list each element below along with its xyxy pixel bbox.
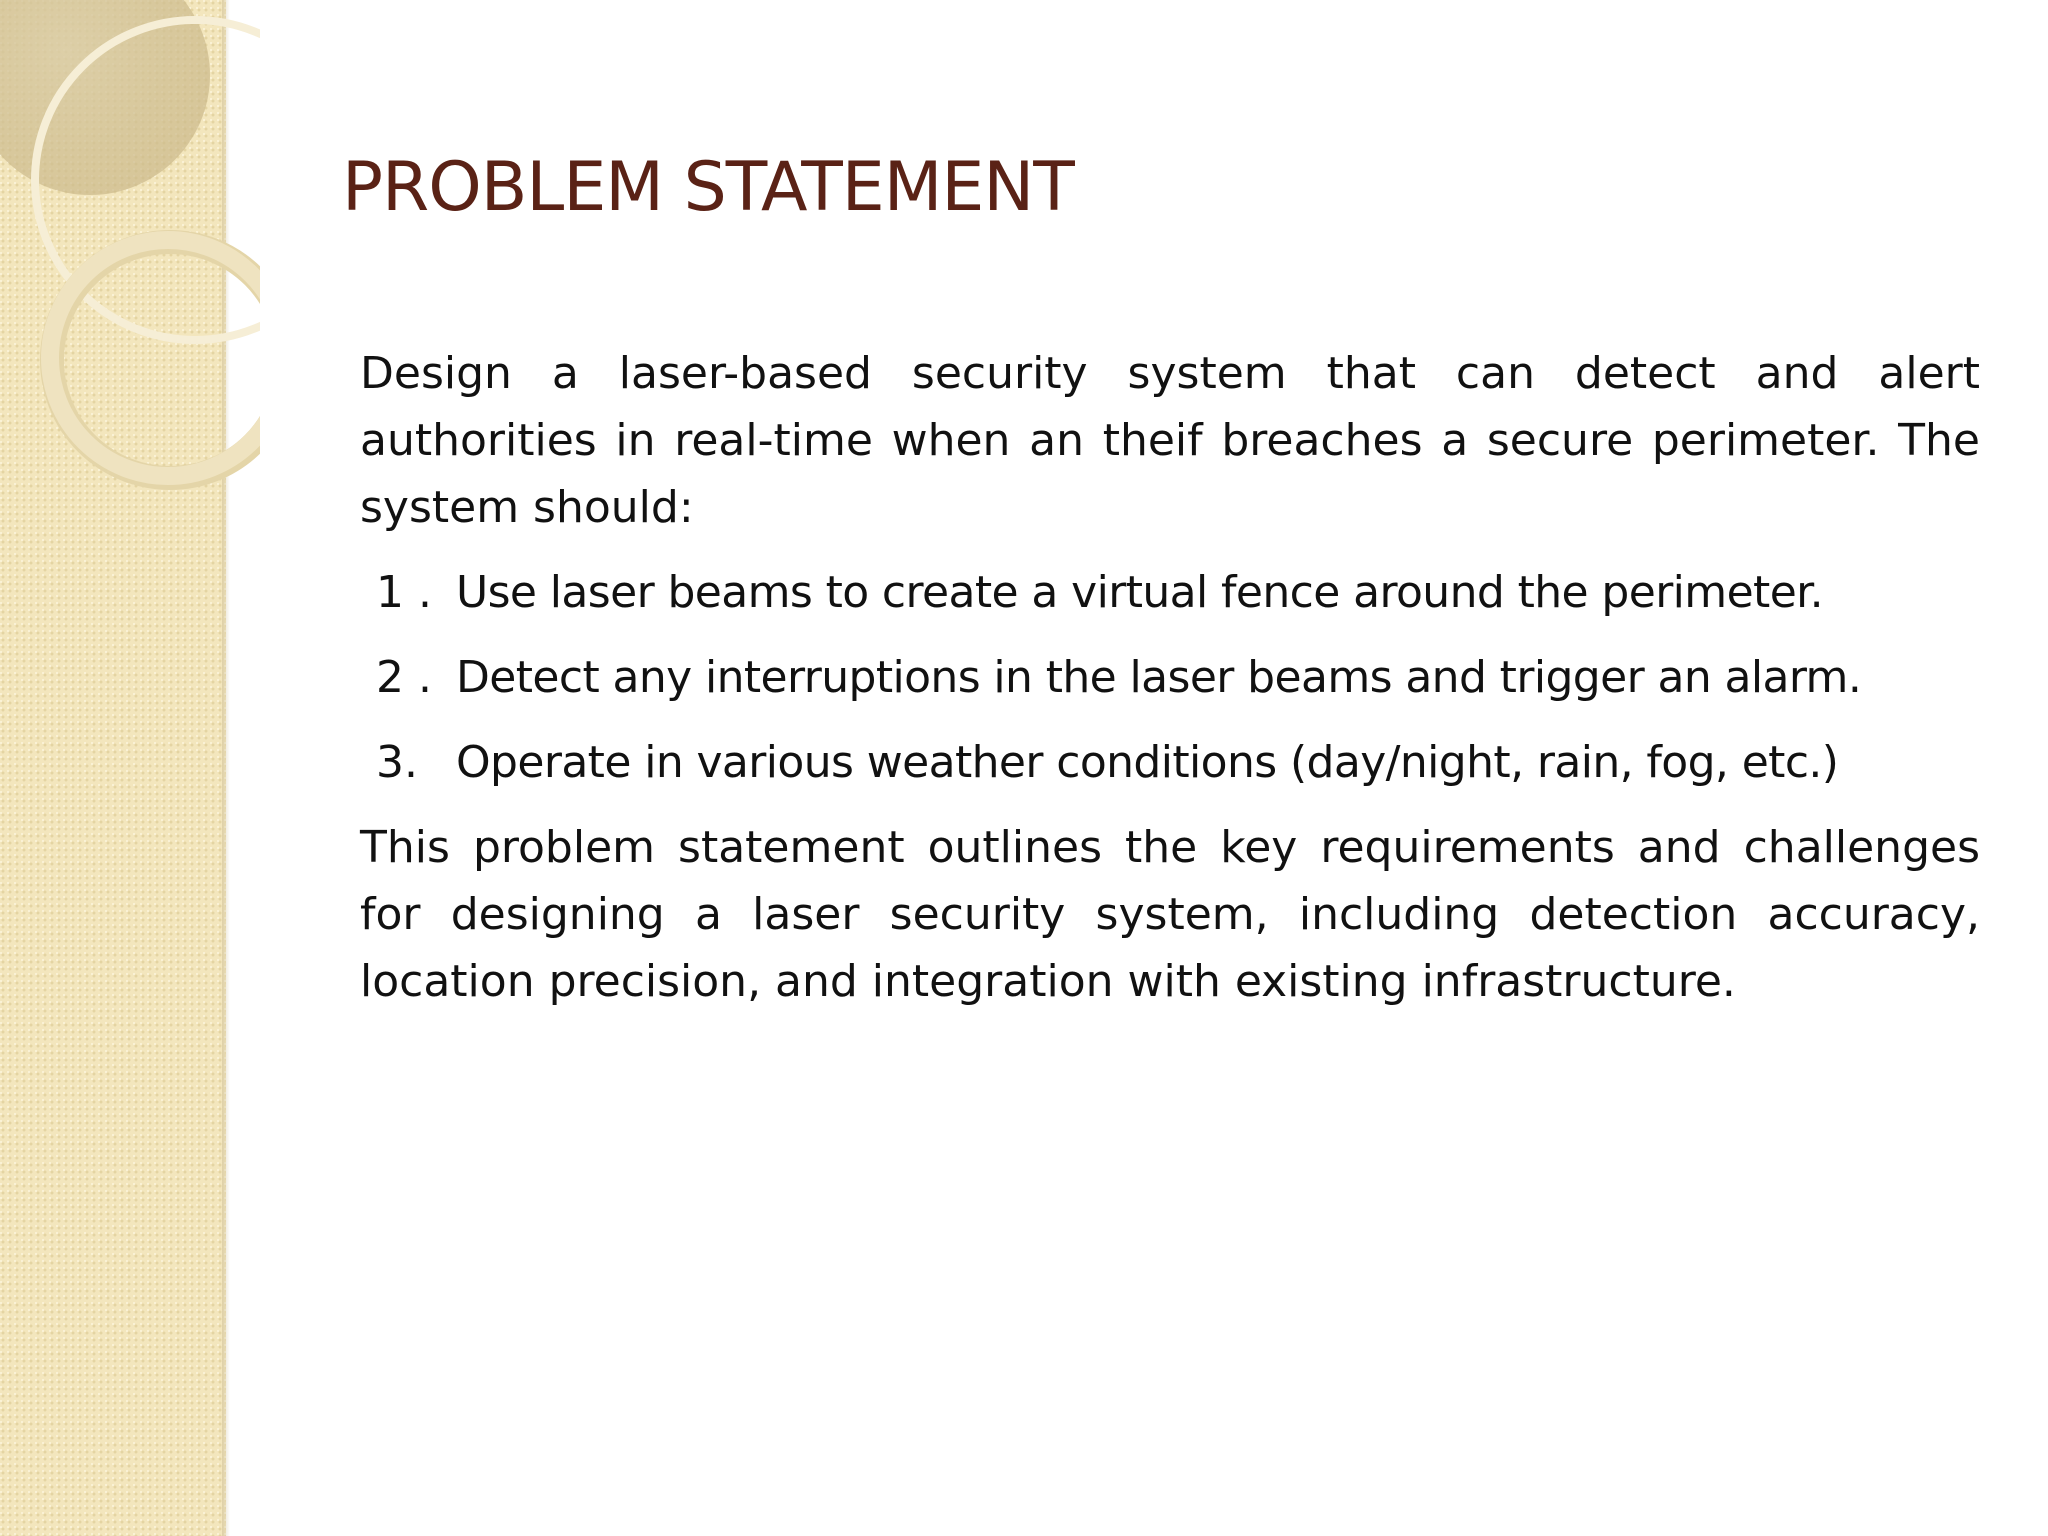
- conclusion-paragraph: This problem statement outlines the key requirements and challenges for designing a laser security system, including detection accuracy, location precision, and integration with existing infrastructure.: [360, 822, 1980, 1007]
- list-item: [360, 559, 1980, 626]
- list-item: [360, 644, 1980, 711]
- list-item-number: 2 .: [376, 652, 432, 703]
- slide-title: PROBLEM STATEMENT: [342, 148, 1074, 227]
- slide-body: [360, 340, 1980, 1015]
- decorative-thick-ring: [50, 240, 260, 476]
- decorative-circles: [0, 0, 260, 520]
- list-item-text: Operate in various weather conditions (day/night, rain, fog, etc.): [456, 737, 1839, 788]
- requirements-list: [360, 559, 1980, 796]
- list-item: [360, 729, 1980, 796]
- intro-paragraph: Design a laser-based security system that can detect and alert authorities in real-time when an theif breaches a secure perimeter. The system should:: [360, 348, 1980, 533]
- list-item-number: 1 .: [376, 567, 432, 618]
- list-item-text: Use laser beams to create a virtual fence around the perimeter.: [456, 567, 1823, 618]
- list-item-text: Detect any interruptions in the laser beams and trigger an alarm.: [456, 652, 1862, 703]
- list-item-number: 3.: [376, 737, 418, 788]
- decorative-blob: [0, 0, 210, 195]
